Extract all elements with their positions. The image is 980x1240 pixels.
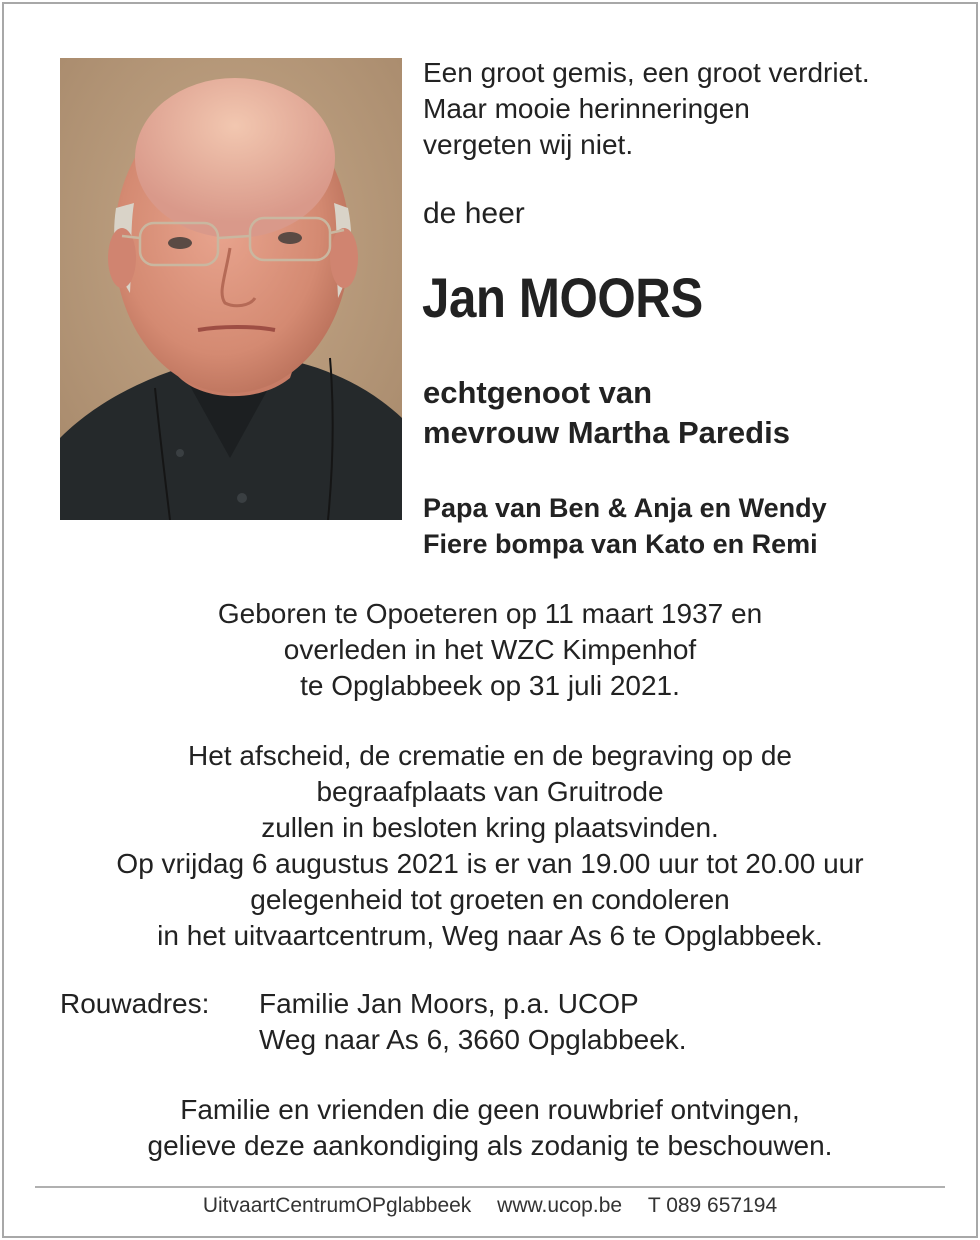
footer xyxy=(40,1193,940,1219)
funeral-line: Het afscheid, de crematie en de begraving op de xyxy=(188,740,792,771)
motto-text xyxy=(423,55,963,163)
funeral-line: Op vrijdag 6 augustus 2021 is er van 19.00 uur tot 20.00 uur xyxy=(116,848,864,879)
funeral-line: gelegenheid tot groeten en condoleren xyxy=(250,884,730,915)
address-line: Familie Jan Moors, p.a. UCOP xyxy=(259,988,639,1019)
birth-death-line: overleden in het WZC Kimpenhof xyxy=(283,634,697,665)
birth-death-line: te Opglabbeek op 31 juli 2021. xyxy=(300,670,680,701)
funeral-line: in het uitvaartcentrum, Weg naar As 6 te Opglabbeek. xyxy=(157,920,823,951)
family-line: Papa van Ben & Anja en Wendy xyxy=(423,493,827,523)
spouse-line: echtgenoot van xyxy=(423,375,653,410)
address-line: Weg naar As 6, 3660 Opglabbeek. xyxy=(259,1024,687,1055)
footer-divider xyxy=(35,1186,945,1188)
funeral-line: zullen in besloten kring plaatsvinden. xyxy=(261,812,719,843)
notice-line: Familie en vrienden die geen rouwbrief ontvingen, xyxy=(180,1094,800,1125)
birth-death-paragraph xyxy=(40,596,940,704)
notice-line: gelieve deze aankondiging als zodanig te beschouwen. xyxy=(147,1130,833,1161)
footer-phone: T 089 657194 xyxy=(647,1194,778,1217)
family-text xyxy=(423,490,827,562)
portrait-photo xyxy=(60,58,402,520)
notice-paragraph xyxy=(40,1092,940,1164)
deceased-name: Jan MOORS xyxy=(422,266,703,329)
birth-death-line: Geboren te Opoeteren op 11 maart 1937 en xyxy=(217,598,763,629)
funeral-line: begraafplaats van Gruitrode xyxy=(316,776,664,807)
address-label: Rouwadres: xyxy=(60,988,210,1019)
family-line: Fiere bompa van Kato en Remi xyxy=(423,529,818,559)
motto-line: vergeten wij niet. xyxy=(423,129,634,160)
title-prefix: de heer xyxy=(423,197,525,230)
footer-website[interactable]: www.ucop.be xyxy=(497,1194,623,1217)
motto-line: Maar mooie herinneringen xyxy=(423,93,750,124)
spouse-line: mevrouw Martha Paredis xyxy=(423,415,790,450)
funeral-paragraph xyxy=(40,738,940,954)
motto-line: Een groot gemis, een groot verdriet. xyxy=(423,57,870,88)
spouse-text xyxy=(423,373,790,453)
footer-company: UitvaartCentrumOPglabbeek xyxy=(202,1194,472,1217)
address-lines xyxy=(259,986,687,1058)
